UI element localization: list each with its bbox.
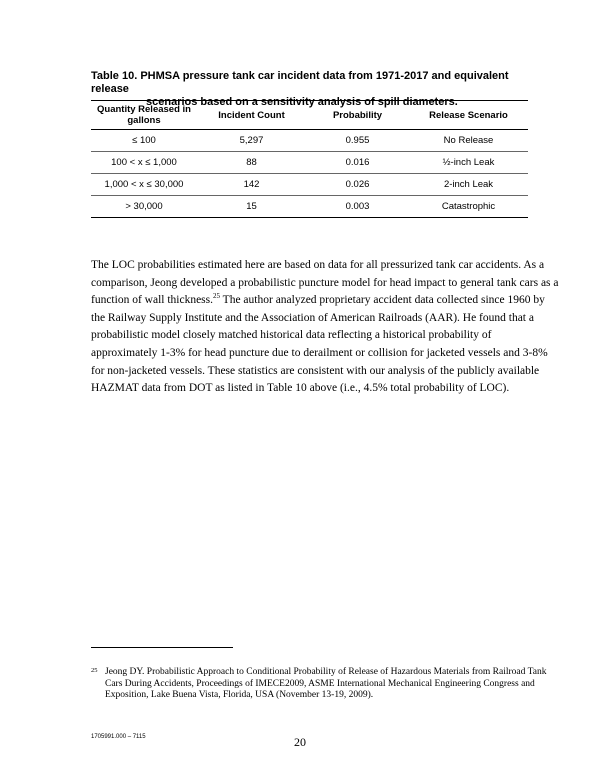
column-header-quantity: Quantity Released in gallons (97, 104, 191, 126)
footnote-number: 25 (91, 667, 98, 674)
column-header-incident-count: Incident Count (218, 109, 285, 121)
cell-release-scenario: No Release (409, 130, 528, 152)
column-header-probability: Probability (332, 109, 383, 121)
cell-incident-count: 88 (197, 152, 306, 174)
footnote-divider (91, 647, 233, 648)
table-header-row (91, 101, 528, 130)
cell-release-scenario: 2-inch Leak (409, 174, 528, 196)
table-caption-label: Table 10. (91, 70, 138, 82)
cell-quantity: 1,000 < x ≤ 30,000 (91, 174, 197, 196)
cell-probability: 0.003 (306, 196, 409, 218)
footnote-text: Jeong DY. Probabilistic Approach to Conditional Probability of Release of Hazardous Materials from Railroad Tank Cars During Accidents, Proceedings of IMECE2009, ASME International Mechanical Engineering Congress and Exposition, Lake Buena Vista, Florida, USA (November 13-19, 2009). (105, 667, 547, 700)
cell-probability: 0.955 (306, 130, 409, 152)
page-number: 20 (294, 735, 306, 749)
table-row (91, 174, 528, 196)
table-caption-line2: scenarios based on a sensitivity analysis of spill diameters. (146, 96, 458, 108)
cell-release-scenario: Catastrophic (409, 196, 528, 218)
cell-incident-count: 15 (197, 196, 306, 218)
body-paragraph (91, 257, 559, 398)
cell-quantity: 100 < x ≤ 1,000 (91, 152, 197, 174)
table-row (91, 196, 528, 218)
incident-data-table (91, 100, 528, 218)
cell-quantity: ≤ 100 (91, 130, 197, 152)
footnote-reference[interactable]: 25 (213, 292, 221, 301)
table-caption-line1: PHMSA pressure tank car incident data from 1971-2017 and equivalent release (91, 70, 509, 95)
document-id: 1705991.000 – 7115 (91, 734, 146, 740)
footnote (91, 667, 551, 702)
body-text-part2: The author analyzed proprietary accident data collected since 1960 by the Railway Supply Institute and the Association of American Railroads (AAR). He found that a probabilistic model closely matched historical data reflecting a historical probability of approximately 1-3% for head puncture due to derailment or collision for jacketed vessels and 3-8% for non-jacketed vessels. These statistics are consistent with our analysis of the publicly available HAZMAT data from DOT as listed in Table 10 above (i.e., 4.5% total probability of LOC). (91, 294, 548, 395)
body-text-part1: The LOC probabilities estimated here are based on data for all pressurized tank car accidents. As a comparison, Jeong developed a probabilistic puncture model for head impact to general tank cars as a function of wall thickness. (91, 259, 559, 307)
cell-incident-count: 142 (197, 174, 306, 196)
cell-release-scenario: ½-inch Leak (409, 152, 528, 174)
table-row (91, 130, 528, 152)
column-header-release-scenario: Release Scenario (429, 109, 508, 121)
cell-probability: 0.026 (306, 174, 409, 196)
cell-quantity: > 30,000 (91, 196, 197, 218)
cell-incident-count: 5,297 (197, 130, 306, 152)
table-row (91, 152, 528, 174)
cell-probability: 0.016 (306, 152, 409, 174)
